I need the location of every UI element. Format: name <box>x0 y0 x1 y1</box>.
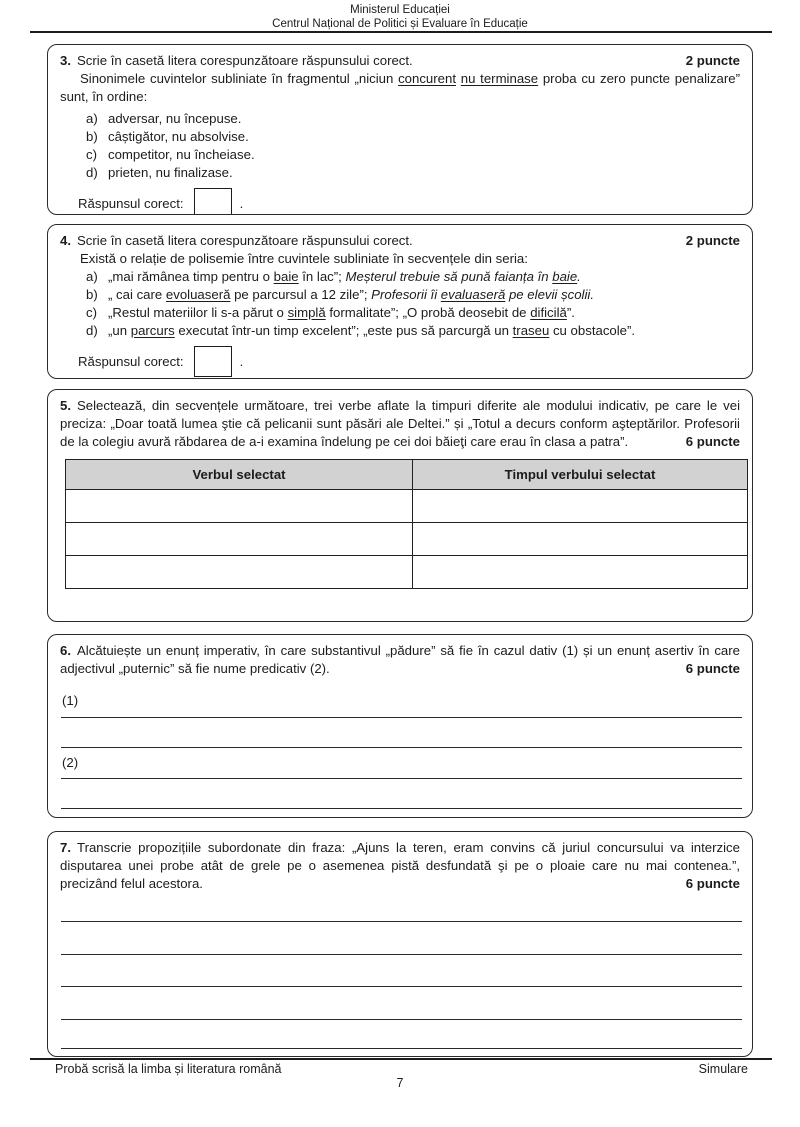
answer-line[interactable] <box>61 954 742 955</box>
q3-prompt-line <box>60 52 740 70</box>
question-7-box <box>47 831 753 1057</box>
table-row <box>66 556 748 589</box>
q4-prompt-line <box>60 232 740 250</box>
q4-points: 2 puncte <box>685 233 740 248</box>
underlined-word: evoluaseră <box>165 287 231 302</box>
underlined-word: baie <box>273 269 299 284</box>
header-ministry: Ministerul Educației <box>350 4 450 16</box>
answer-line[interactable] <box>61 1019 742 1020</box>
answer-line[interactable] <box>61 986 742 987</box>
answer-line[interactable] <box>61 717 742 718</box>
page-number: 7 <box>396 1076 404 1090</box>
table-header-row <box>66 460 748 490</box>
table-row <box>66 490 748 523</box>
underlined-word: baie <box>552 269 578 284</box>
table-row <box>66 523 748 556</box>
question-5-box <box>47 389 753 622</box>
q4-option-c: c) „Restul materiilor li s-a părut o simplă formalitate”; „O probă deosebit de dificilă”. <box>86 305 575 320</box>
table-cell-verb[interactable] <box>66 523 413 556</box>
q7-number: 7. <box>60 840 71 855</box>
question-3-box <box>47 44 753 215</box>
q4-option-b: b) „ cai care evoluaseră pe parcursul a 12 zile”; Profesorii îi evaluaseră pe elevii școlii. <box>86 287 594 302</box>
q3-answer-label: Răspunsul corect: <box>78 195 184 211</box>
verbs-table <box>65 459 748 589</box>
q4-prompt: Scrie în casetă litera corespunzătoare răspunsului corect. <box>77 233 413 248</box>
q3-option-b: b) câștigător, nu absolvise. <box>86 129 249 144</box>
q4-option-a: a) „mai rămânea timp pentru o baie în lac”; Meșterul trebuie să pună faianța în baie. <box>86 269 581 284</box>
underlined-word: parcurs <box>130 323 175 338</box>
table-cell-tense[interactable] <box>413 490 748 523</box>
q5-points: 6 puncte <box>685 434 740 449</box>
q6-points: 6 puncte <box>685 661 740 676</box>
underlined-word: traseu <box>512 323 550 338</box>
q5-prompt: 5. Selectează, din secvențele următoare, trei verbe aflate la timpuri diferite ale modului indicativ, pe care le vei preciza: „Doar toată lumea ştie că pelicanii sunt păsări ale Deltei.” și „Totul a decurs conform aşteptărilor. Profesorii de la colegiu avură răbdarea de a-i examina îndelung pe cei doi băieţi care erau în clasa a patra”. 6 puncte <box>60 398 740 449</box>
underlined-word: simplă <box>287 305 326 320</box>
underlined-word: dificilă <box>530 305 567 320</box>
table-cell-tense[interactable] <box>413 523 748 556</box>
q3-prompt: Scrie în casetă litera corespunzătoare răspunsului corect. <box>77 53 413 68</box>
answer-line[interactable] <box>61 921 742 922</box>
underlined-word: concurent <box>398 71 456 86</box>
q7-prompt: 7. Transcrie propozițiile subordonate din fraza: „Ajuns la teren, eram convins că juriul concursului va interzice disputarea unei probe atât de grele pe o asemenea pistă desfundată şi pe o ploaie care nu mai contenea.”, precizând felul acestora. 6 puncte <box>60 840 740 891</box>
q5-number: 5. <box>60 398 71 413</box>
table-header-tense: Timpul verbului selectat <box>413 460 748 490</box>
q4-answer-row: Răspunsul corect: . <box>78 346 740 377</box>
footer-divider <box>30 1058 772 1060</box>
underlined-word: evaluaseră <box>440 287 506 302</box>
table-header-verb: Verbul selectat <box>66 460 413 490</box>
q3-answer-box[interactable] <box>194 188 232 215</box>
table-cell-verb[interactable] <box>66 556 413 589</box>
q3-option-a: a) adversar, nu începuse. <box>86 111 242 126</box>
q4-answer-box[interactable] <box>194 346 232 377</box>
answer-line[interactable] <box>61 808 742 809</box>
table-cell-tense[interactable] <box>413 556 748 589</box>
q4-number: 4. <box>60 233 71 248</box>
q4-intro: Există o relație de polisemie între cuvintele subliniate în secvențele din seria: <box>80 251 528 266</box>
table-cell-verb[interactable] <box>66 490 413 523</box>
q6-label-2: (2) <box>62 755 79 770</box>
q4-option-d: d) „un parcurs executat într-un timp excelent”; „este pus să parcurgă un traseu cu obstacole”. <box>86 323 636 338</box>
q3-answer-row: Răspunsul corect: . <box>78 188 740 215</box>
q3-number: 3. <box>60 53 71 68</box>
q3-intro: Sinonimele cuvintelor subliniate în fragmentul „niciun concurent nu terminase proba cu zero puncte penalizare” sunt, în ordine: <box>60 71 741 104</box>
q4-answer-label: Răspunsul corect: <box>78 353 184 369</box>
answer-line[interactable] <box>61 1048 742 1049</box>
answer-line[interactable] <box>61 778 742 779</box>
header-center: Centrul Național de Politici și Evaluare în Educație <box>272 18 528 30</box>
q6-label-1: (1) <box>62 693 79 708</box>
header-divider <box>30 31 772 33</box>
underlined-word: nu terminase <box>460 71 539 86</box>
answer-line[interactable] <box>61 747 742 748</box>
footer-exam-title: Probă scrisă la limba și literatura română <box>55 1062 282 1076</box>
q6-prompt: 6. Alcătuiește un enunț imperativ, în care substantivul „pădure” să fie în cazul dativ (1) și un enunț asertiv în care adjectivul „puternic” să fie nume predicativ (2). 6 puncte <box>60 643 740 676</box>
q3-option-c: c) competitor, nu încheiase. <box>86 147 255 162</box>
q3-option-d: d) prieten, nu finalizase. <box>86 165 233 180</box>
q7-points: 6 puncte <box>685 876 740 891</box>
footer-session-label: Simulare <box>698 1062 748 1076</box>
q3-points: 2 puncte <box>685 53 740 68</box>
document-header <box>0 3 800 31</box>
question-4-box <box>47 224 753 379</box>
question-6-box <box>47 634 753 818</box>
q6-number: 6. <box>60 643 71 658</box>
